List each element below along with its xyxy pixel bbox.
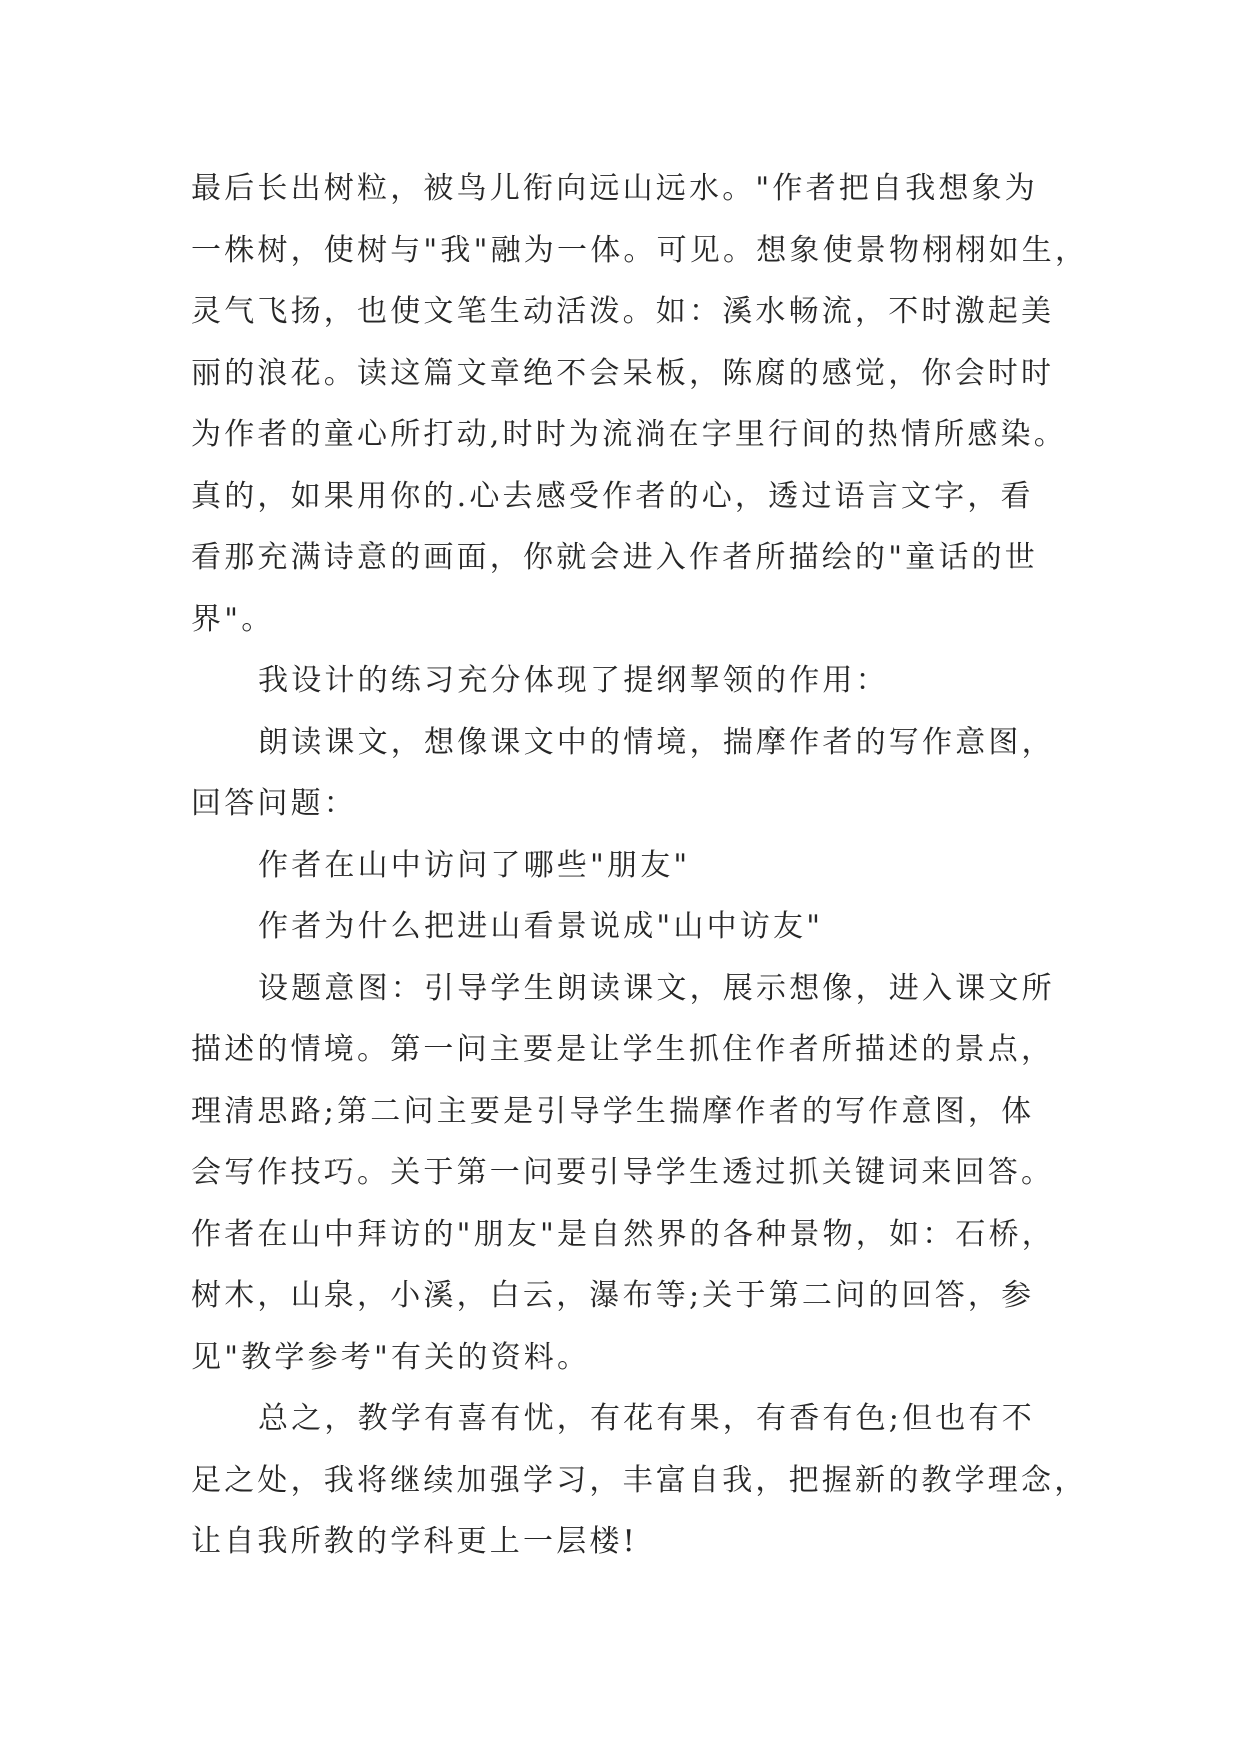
text-line: 让自我所教的学科更上一层楼! <box>191 1524 638 1559</box>
text-line: 界"。 <box>191 601 275 637</box>
text-line: 真的，如果用你的.心去感受作者的心，透过语言文字，看 <box>191 478 1034 514</box>
text-line: 会写作技巧。关于第一问要引导学生透过抓关键词来回答。 <box>191 1155 1055 1190</box>
text-line: 丽的浪花。读这篇文章绝不会呆板，陈腐的感觉，你会时时 <box>191 355 1055 391</box>
document-body <box>191 158 1089 1573</box>
paragraph-first-line: 朗读课文，想像课文中的情境，揣摩作者的写作意图， <box>258 724 1055 760</box>
paragraph-first-line: 我设计的练习充分体现了提纲挈领的作用： <box>258 663 889 698</box>
text-line: 见"教学参考"有关的资料。 <box>191 1339 591 1375</box>
text-line: 作者在山中拜访的"朋友"是自然界的各种景物，如：石桥， <box>191 1216 1055 1252</box>
text-line: 看那充满诗意的画面，你就会进入作者所描绘的"童话的世 <box>191 540 1038 575</box>
text-line: 为作者的童心所打动,时时为流淌在字里行间的热情所感染。 <box>191 417 1067 452</box>
text-line: 描述的情境。第一问主要是让学生抓住作者所描述的景点， <box>191 1032 1055 1067</box>
text-line: 足之处，我将继续加强学习，丰富自我，把握新的教学理念， <box>191 1462 1088 1498</box>
text-line: 回答问题： <box>191 786 357 821</box>
text-line: 一株树，使树与"我"融为一体。可见。想象使景物栩栩如生， <box>191 232 1089 268</box>
question-line: 作者为什么把进山看景说成"山中访友" <box>258 909 824 944</box>
text-line: 树木，山泉，小溪，白云，瀑布等;关于第二问的回答，参 <box>191 1278 1035 1313</box>
text-line: 理清思路;第二问主要是引导学生揣摩作者的写作意图，体 <box>191 1093 1035 1129</box>
text-line: 灵气飞扬，也使文笔生动活泼。如：溪水畅流，不时激起美 <box>191 294 1055 329</box>
paragraph-first-line: 总之，教学有喜有忧，有花有果，有香有色;但也有不 <box>258 1401 1035 1436</box>
question-line: 作者在山中访问了哪些"朋友" <box>258 847 691 883</box>
text-line: 最后长出树粒，被鸟儿衔向远山远水。"作者把自我想象为 <box>191 171 1038 206</box>
paragraph-first-line: 设题意图：引导学生朗读课文，展示想像，进入课文所 <box>258 970 1055 1006</box>
